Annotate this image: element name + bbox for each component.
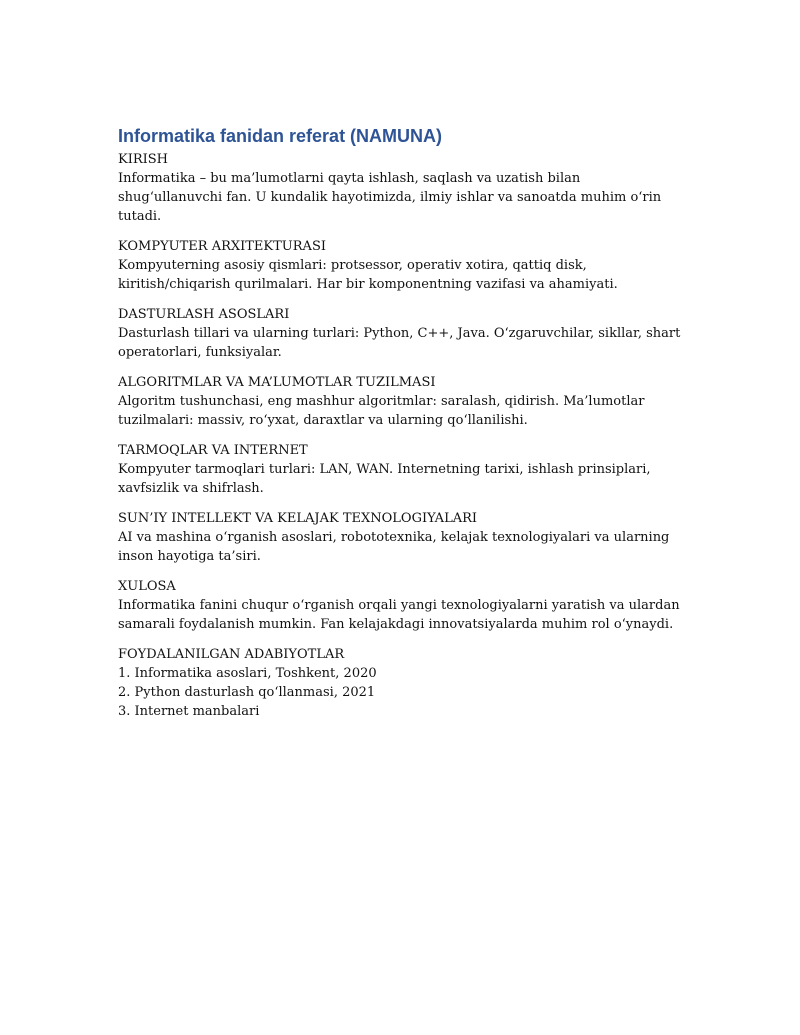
references-heading: FOYDALANILGAN ADABIYOTLAR	[118, 647, 345, 662]
section-body: Informatika – bu ma’lumotlarni qayta ishlash, saqlash va uzatish bilan shug‘ullanuvchi fan. U kundalik hayotimizda, ilmiy ishlar va sanoatda muhim o‘rin tutadi.	[118, 171, 662, 224]
section-body: AI va mashina o‘rganish asoslari, robototexnika, kelajak texnologiyalari va ularning inson hayotiga ta’siri.	[118, 530, 670, 564]
section-body: Kompyuterning asosiy qismlari: protsessor, operativ xotira, qattiq disk, kiritish/chiqarish qurilmalari. Har bir komponentning vazifasi va ahamiyati.	[118, 258, 618, 292]
section-tarmoqlar	[118, 441, 688, 498]
section-kirish	[118, 150, 688, 226]
section-references	[118, 645, 688, 721]
section-dasturlash-asoslari	[118, 305, 688, 362]
section-body: Informatika fanini chuqur o‘rganish orqali yangi texnologiyalarni yaratish va ulardan samarali foydalanish mumkin. Fan kelajakdagi innovatsiyalarda muhim rol o‘ynaydi.	[118, 598, 680, 632]
section-heading: DASTURLASH ASOSLARI	[118, 307, 290, 322]
section-body: Dasturlash tillari va ularning turlari: Python, C++, Java. O‘zgaruvchilar, sikllar, shart operatorlari, funksiyalar.	[118, 326, 681, 360]
reference-item: 3. Internet manbalari	[118, 704, 260, 719]
reference-item: 2. Python dasturlash qo‘llanmasi, 2021	[118, 685, 376, 700]
section-heading: KIRISH	[118, 152, 169, 167]
section-suniy-intellekt	[118, 509, 688, 566]
section-heading: TARMOQLAR VA INTERNET	[118, 443, 308, 458]
references-list	[118, 664, 688, 721]
section-heading: SUN’IY INTELLEKT VA KELAJAK TEXNOLOGIYALARI	[118, 511, 478, 526]
section-heading: ALGORITMLAR VA MA’LUMOTLAR TUZILMASI	[118, 375, 436, 390]
section-xulosa	[118, 577, 688, 634]
section-heading: KOMPYUTER ARXITEKTURASI	[118, 239, 326, 254]
section-heading: XULOSA	[118, 579, 176, 594]
section-body: Kompyuter tarmoqlari turlari: LAN, WAN. Internetning tarixi, ishlash prinsiplari, xavfsizlik va shifrlash.	[118, 462, 651, 496]
section-kompyuter-arxitekturasi	[118, 237, 688, 294]
section-body: Algoritm tushunchasi, eng mashhur algoritmlar: saralash, qidirish. Ma’lumotlar tuzilmalari: massiv, ro‘yxat, daraxtlar va ularning qo‘llanilishi.	[118, 394, 645, 428]
section-algoritmlar	[118, 373, 688, 430]
reference-item: 1. Informatika asoslari, Toshkent, 2020	[118, 666, 377, 681]
document-title: Informatika fanidan referat (NAMUNA)	[118, 126, 443, 146]
document-page	[118, 124, 688, 732]
